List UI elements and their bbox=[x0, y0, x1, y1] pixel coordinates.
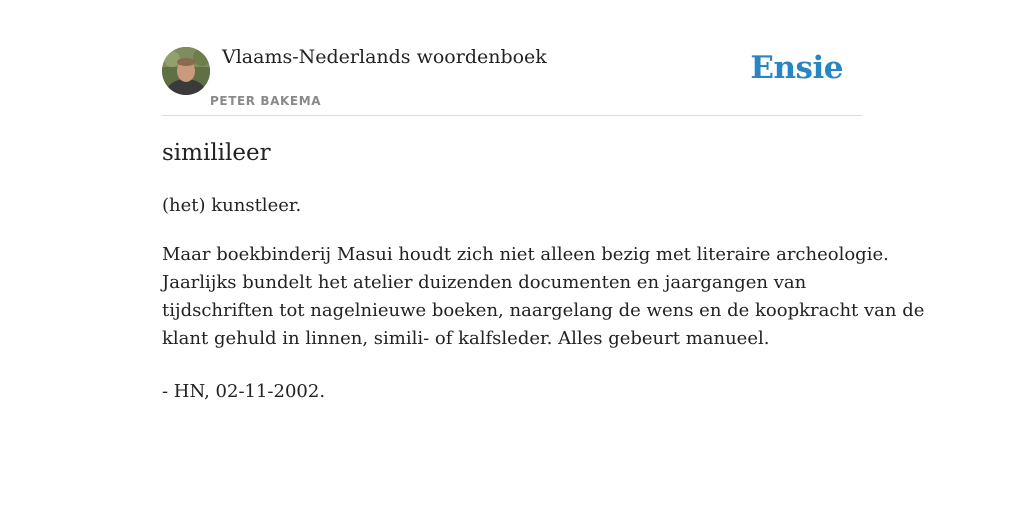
example-line: tijdschriften tot nagelnieuwe boeken, naargelang de wens en de koopkracht van de bbox=[162, 300, 925, 321]
example-line: Maar boekbinderij Masui houdt zich niet alleen bezig met literaire archeologie. bbox=[162, 244, 889, 265]
headword: similileer bbox=[162, 140, 271, 166]
example-line: Jaarlijks bundelt het atelier duizenden documenten en jaargangen van bbox=[162, 272, 807, 293]
avatar-image bbox=[162, 47, 210, 95]
entry-card bbox=[162, 0, 925, 402]
dictionary-title[interactable]: Vlaams-Nederlands woordenboek bbox=[222, 46, 547, 68]
entry-header bbox=[162, 0, 862, 116]
source-citation: - HN, 02-11-2002. bbox=[162, 381, 326, 402]
definition: (het) kunstleer. bbox=[162, 195, 302, 216]
author-name[interactable]: PETER BAKEMA bbox=[210, 94, 322, 108]
avatar[interactable] bbox=[162, 47, 210, 95]
example-quote bbox=[162, 241, 925, 353]
example-line: klant gehuld in linnen, simili- of kalfsleder. Alles gebeurt manueel. bbox=[162, 328, 770, 349]
brand-logo[interactable]: Ensie bbox=[750, 50, 843, 86]
